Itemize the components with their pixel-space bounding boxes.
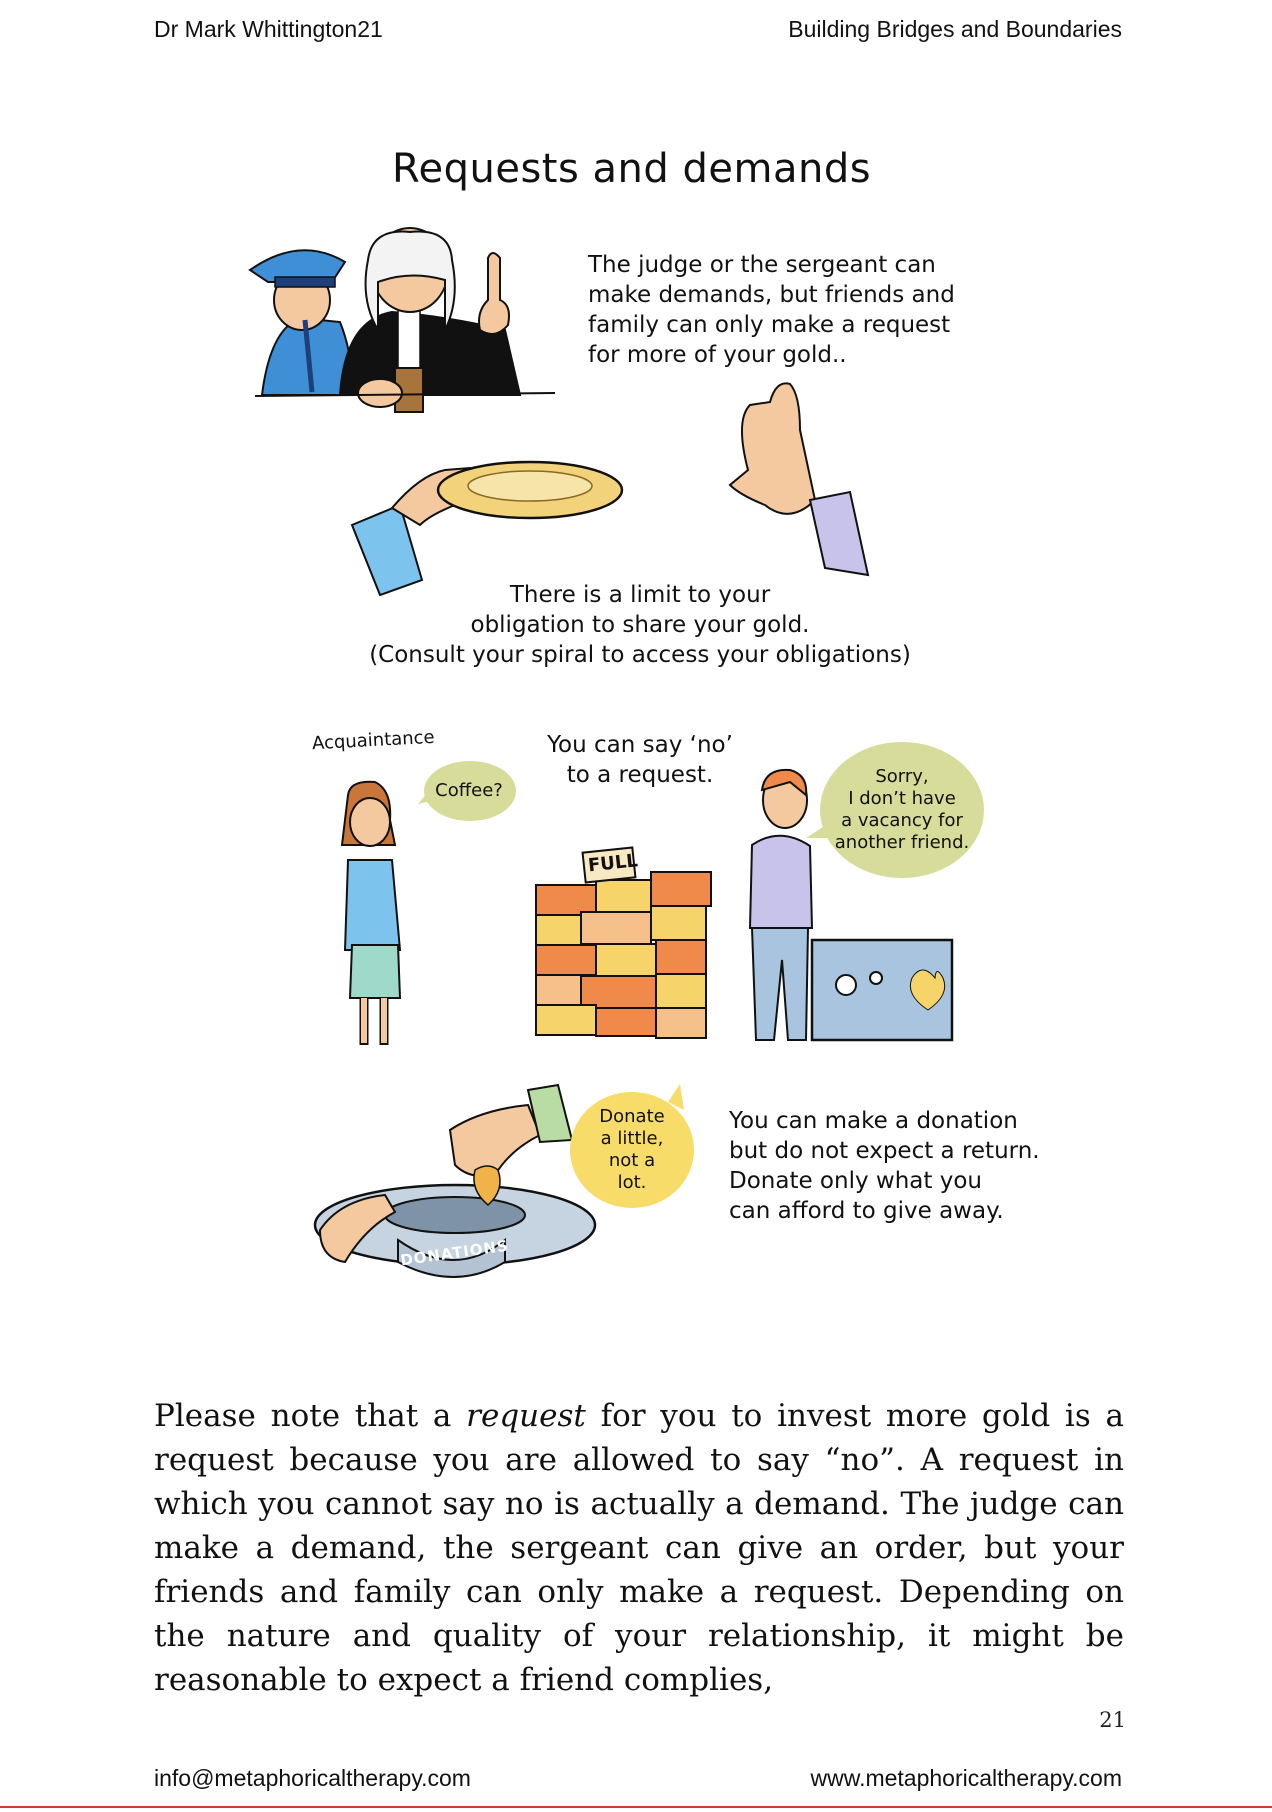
wall-full-sign: FULL — [587, 850, 639, 877]
running-header-title: Building Bridges and Boundaries — [788, 16, 1122, 42]
page-number: 21 — [1099, 1708, 1126, 1732]
footer-divider — [0, 1806, 1272, 1808]
donations-hat-label: DONATIONS — [399, 1236, 510, 1270]
footer-website[interactable]: www.metaphoricaltherapy.com — [810, 1765, 1122, 1791]
caption-donation: You can make a donation but do not expect a return. Donate only what you can afford to give away. — [729, 1108, 1040, 1224]
coffee-speech-bubble: Coffee? — [435, 780, 503, 801]
police-officer-illustration — [250, 250, 351, 395]
emphasis-request: request — [466, 1398, 586, 1434]
comic-title: Requests and demands — [392, 146, 872, 192]
brick-wall-illustration — [536, 847, 711, 1038]
acquaintance-woman-illustration — [342, 782, 400, 1045]
caption-say-no: You can say ‘no’ to a request. — [547, 732, 733, 788]
sorry-speech-bubble: Sorry, I don’t have a vacancy for another friend. — [834, 766, 970, 853]
footer-email[interactable]: info@metaphoricaltherapy.com — [154, 1765, 471, 1791]
caption-obligation-limit: There is a limit to your obligation to share your gold. (Consult your spiral to access your obligations) — [369, 582, 911, 668]
donate-speech-bubble: Donate a little, not a lot. — [599, 1106, 665, 1193]
heart-safe-illustration — [812, 940, 952, 1040]
stop-hand-illustration — [730, 383, 868, 575]
hand-offering-plate-illustration — [352, 462, 622, 595]
caption-judge-sergeant: The judge or the sergeant can make demands, but friends and family can only make a request for more of your gold.. — [588, 252, 955, 368]
running-header-author: Dr Mark Whittington21 — [154, 16, 383, 42]
man-with-arms-crossed-illustration — [750, 770, 812, 1040]
body-paragraph: Please note that a request for you to invest more gold is a request because you are allowed to say “no”. A request in which you cannot say no is actually a demand. The judge can make a demand, the sergeant can give an order, but your friends and family can only make a request. Depending on the nature and quality of your relationship, it might be reasonable to expect a friend complies, — [154, 1398, 1124, 1698]
acquaintance-label: Acquaintance — [311, 726, 436, 755]
